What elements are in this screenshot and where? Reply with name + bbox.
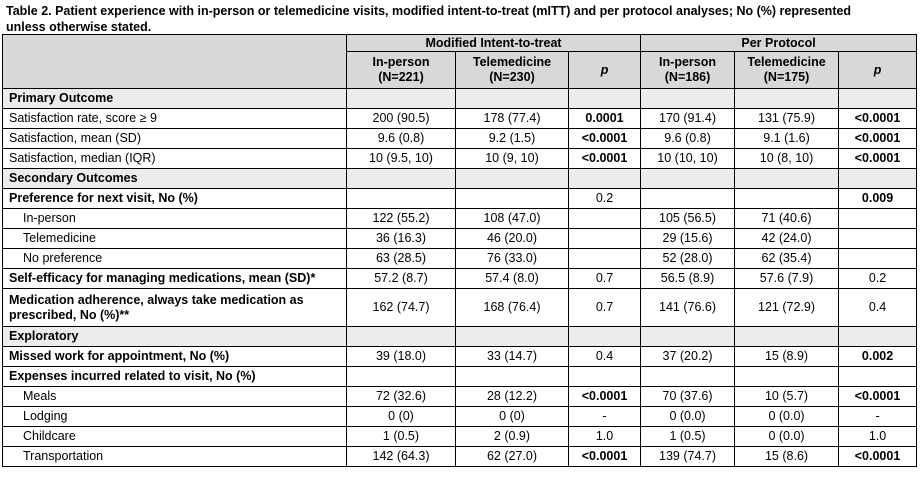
section-label: Primary Outcome — [3, 89, 347, 109]
value-cell: 1 (0.5) — [641, 427, 735, 447]
section-label: Secondary Outcomes — [3, 169, 347, 189]
column-header-label: In-person — [659, 55, 716, 69]
p-value-cell — [569, 209, 641, 229]
table-row — [3, 367, 917, 387]
section-empty-cell — [735, 169, 839, 189]
section-label: Exploratory — [3, 327, 347, 347]
row-label: Meals — [3, 387, 347, 407]
p-value-cell — [839, 367, 917, 387]
value-cell: 9.6 (0.8) — [347, 129, 456, 149]
p-value-cell: <0.0001 — [839, 109, 917, 129]
section-empty-cell — [347, 327, 456, 347]
section-row — [3, 89, 917, 109]
p-value-cell: - — [569, 407, 641, 427]
p-value-cell: - — [839, 407, 917, 427]
table-row — [3, 407, 917, 427]
table-row — [3, 109, 917, 129]
value-cell: 0 (0.0) — [735, 427, 839, 447]
column-header — [641, 52, 735, 89]
p-value-cell: <0.0001 — [839, 387, 917, 407]
p-value-cell: 0.2 — [569, 189, 641, 209]
row-label: Childcare — [3, 427, 347, 447]
value-cell — [347, 367, 456, 387]
column-header — [735, 52, 839, 89]
value-cell: 142 (64.3) — [347, 447, 456, 467]
column-header-p — [839, 52, 917, 89]
p-value-cell — [569, 367, 641, 387]
value-cell: 0 (0) — [456, 407, 569, 427]
header-group-per-protocol: Per Protocol — [641, 35, 917, 52]
p-value-cell: 1.0 — [839, 427, 917, 447]
row-label: Self-efficacy for managing medications, mean (SD)* — [3, 269, 347, 289]
section-empty-cell — [569, 89, 641, 109]
section-empty-cell — [456, 169, 569, 189]
row-label: Telemedicine — [3, 229, 347, 249]
table-row — [3, 149, 917, 169]
table-row — [3, 249, 917, 269]
p-value-cell — [569, 229, 641, 249]
table-row — [3, 347, 917, 367]
p-value-cell — [839, 249, 917, 269]
value-cell: 168 (76.4) — [456, 289, 569, 327]
column-header-n: (N=230) — [489, 70, 535, 84]
p-value-cell: 0.2 — [839, 269, 917, 289]
value-cell: 9.2 (1.5) — [456, 129, 569, 149]
value-cell: 52 (28.0) — [641, 249, 735, 269]
section-empty-cell — [569, 169, 641, 189]
value-cell: 162 (74.7) — [347, 289, 456, 327]
value-cell: 63 (28.5) — [347, 249, 456, 269]
row-label: In-person — [3, 209, 347, 229]
column-header-label: Telemedicine — [472, 55, 552, 69]
value-cell: 10 (9.5, 10) — [347, 149, 456, 169]
section-empty-cell — [569, 327, 641, 347]
value-cell: 121 (72.9) — [735, 289, 839, 327]
table-body — [3, 89, 917, 467]
table-row — [3, 387, 917, 407]
p-value-cell: <0.0001 — [839, 447, 917, 467]
p-value-cell: 0.009 — [839, 189, 917, 209]
section-empty-cell — [347, 89, 456, 109]
p-value-cell — [569, 249, 641, 269]
column-header-n: (N=186) — [664, 70, 711, 84]
p-value-cell: <0.0001 — [569, 447, 641, 467]
value-cell: 0 (0.0) — [641, 407, 735, 427]
table-row — [3, 229, 917, 249]
section-empty-cell — [641, 169, 735, 189]
section-empty-cell — [347, 169, 456, 189]
value-cell: 33 (14.7) — [456, 347, 569, 367]
p-value-cell: 1.0 — [569, 427, 641, 447]
column-header-n: (N=221) — [378, 70, 424, 84]
value-cell: 178 (77.4) — [456, 109, 569, 129]
value-cell: 57.2 (8.7) — [347, 269, 456, 289]
value-cell: 62 (35.4) — [735, 249, 839, 269]
row-label: Expenses incurred related to visit, No (%) — [3, 367, 347, 387]
value-cell: 170 (91.4) — [641, 109, 735, 129]
column-header — [347, 52, 456, 89]
table-row — [3, 269, 917, 289]
value-cell: 200 (90.5) — [347, 109, 456, 129]
value-cell: 0 (0.0) — [735, 407, 839, 427]
section-empty-cell — [641, 327, 735, 347]
table-caption: Table 2. Patient experience with in-person or telemedicine visits, modified intent-to-treat (mITT) and per protocol analyses; No (%) represented unless otherwise stated. — [6, 4, 852, 34]
value-cell — [641, 189, 735, 209]
value-cell: 46 (20.0) — [456, 229, 569, 249]
value-cell: 37 (20.2) — [641, 347, 735, 367]
value-cell: 70 (37.6) — [641, 387, 735, 407]
value-cell: 76 (33.0) — [456, 249, 569, 269]
value-cell: 10 (10, 10) — [641, 149, 735, 169]
header-corner — [3, 35, 347, 89]
column-header-label: Telemedicine — [747, 55, 826, 69]
value-cell: 15 (8.9) — [735, 347, 839, 367]
column-header-n: (N=175) — [763, 70, 810, 84]
value-cell: 72 (32.6) — [347, 387, 456, 407]
p-value-cell: 0.4 — [839, 289, 917, 327]
value-cell: 141 (76.6) — [641, 289, 735, 327]
value-cell: 131 (75.9) — [735, 109, 839, 129]
value-cell — [735, 189, 839, 209]
value-cell: 42 (24.0) — [735, 229, 839, 249]
p-value-cell: <0.0001 — [569, 129, 641, 149]
table-row — [3, 209, 917, 229]
row-label: Preference for next visit, No (%) — [3, 189, 347, 209]
value-cell: 36 (16.3) — [347, 229, 456, 249]
value-cell: 1 (0.5) — [347, 427, 456, 447]
section-empty-cell — [735, 89, 839, 109]
value-cell: 10 (8, 10) — [735, 149, 839, 169]
value-cell: 29 (15.6) — [641, 229, 735, 249]
section-empty-cell — [456, 89, 569, 109]
p-value-cell: 0.7 — [569, 289, 641, 327]
p-value-cell: 0.4 — [569, 347, 641, 367]
value-cell: 122 (55.2) — [347, 209, 456, 229]
column-header-p — [569, 52, 641, 89]
table-row — [3, 447, 917, 467]
p-value-cell — [839, 229, 917, 249]
value-cell: 62 (27.0) — [456, 447, 569, 467]
table-row — [3, 427, 917, 447]
column-header-label: p — [873, 62, 882, 77]
row-label: Transportation — [3, 447, 347, 467]
row-label: Satisfaction, median (IQR) — [3, 149, 347, 169]
row-label: Missed work for appointment, No (%) — [3, 347, 347, 367]
value-cell: 9.1 (1.6) — [735, 129, 839, 149]
section-empty-cell — [839, 327, 917, 347]
value-cell: 39 (18.0) — [347, 347, 456, 367]
value-cell — [456, 367, 569, 387]
p-value-cell: 0.7 — [569, 269, 641, 289]
value-cell: 2 (0.9) — [456, 427, 569, 447]
section-empty-cell — [839, 89, 917, 109]
column-header-label: p — [600, 62, 609, 77]
table-row — [3, 189, 917, 209]
value-cell: 10 (5.7) — [735, 387, 839, 407]
value-cell: 105 (56.5) — [641, 209, 735, 229]
header-group-row — [3, 35, 917, 52]
p-value-cell: <0.0001 — [839, 149, 917, 169]
table-row — [3, 129, 917, 149]
value-cell: 71 (40.6) — [735, 209, 839, 229]
p-value-cell — [839, 209, 917, 229]
table-row — [3, 289, 917, 327]
section-empty-cell — [839, 169, 917, 189]
section-empty-cell — [735, 327, 839, 347]
value-cell: 15 (8.6) — [735, 447, 839, 467]
value-cell — [456, 189, 569, 209]
section-empty-cell — [641, 89, 735, 109]
section-row — [3, 169, 917, 189]
value-cell — [641, 367, 735, 387]
value-cell: 9.6 (0.8) — [641, 129, 735, 149]
results-table — [2, 34, 917, 467]
value-cell: 57.6 (7.9) — [735, 269, 839, 289]
value-cell: 28 (12.2) — [456, 387, 569, 407]
column-header-label: In-person — [372, 55, 430, 69]
p-value-cell: 0.002 — [839, 347, 917, 367]
row-label: Satisfaction rate, score ≥ 9 — [3, 109, 347, 129]
value-cell: 10 (9, 10) — [456, 149, 569, 169]
p-value-cell: 0.0001 — [569, 109, 641, 129]
p-value-cell: <0.0001 — [569, 149, 641, 169]
value-cell: 56.5 (8.9) — [641, 269, 735, 289]
value-cell: 139 (74.7) — [641, 447, 735, 467]
p-value-cell: <0.0001 — [839, 129, 917, 149]
header-group-mitt: Modified Intent-to-treat — [347, 35, 641, 52]
value-cell — [735, 367, 839, 387]
section-row — [3, 327, 917, 347]
value-cell: 0 (0) — [347, 407, 456, 427]
p-value-cell: <0.0001 — [569, 387, 641, 407]
row-label: No preference — [3, 249, 347, 269]
row-label: Medication adherence, always take medication as prescribed, No (%)** — [3, 289, 347, 327]
column-header — [456, 52, 569, 89]
row-label: Lodging — [3, 407, 347, 427]
value-cell: 57.4 (8.0) — [456, 269, 569, 289]
value-cell: 108 (47.0) — [456, 209, 569, 229]
value-cell — [347, 189, 456, 209]
row-label: Satisfaction, mean (SD) — [3, 129, 347, 149]
section-empty-cell — [456, 327, 569, 347]
